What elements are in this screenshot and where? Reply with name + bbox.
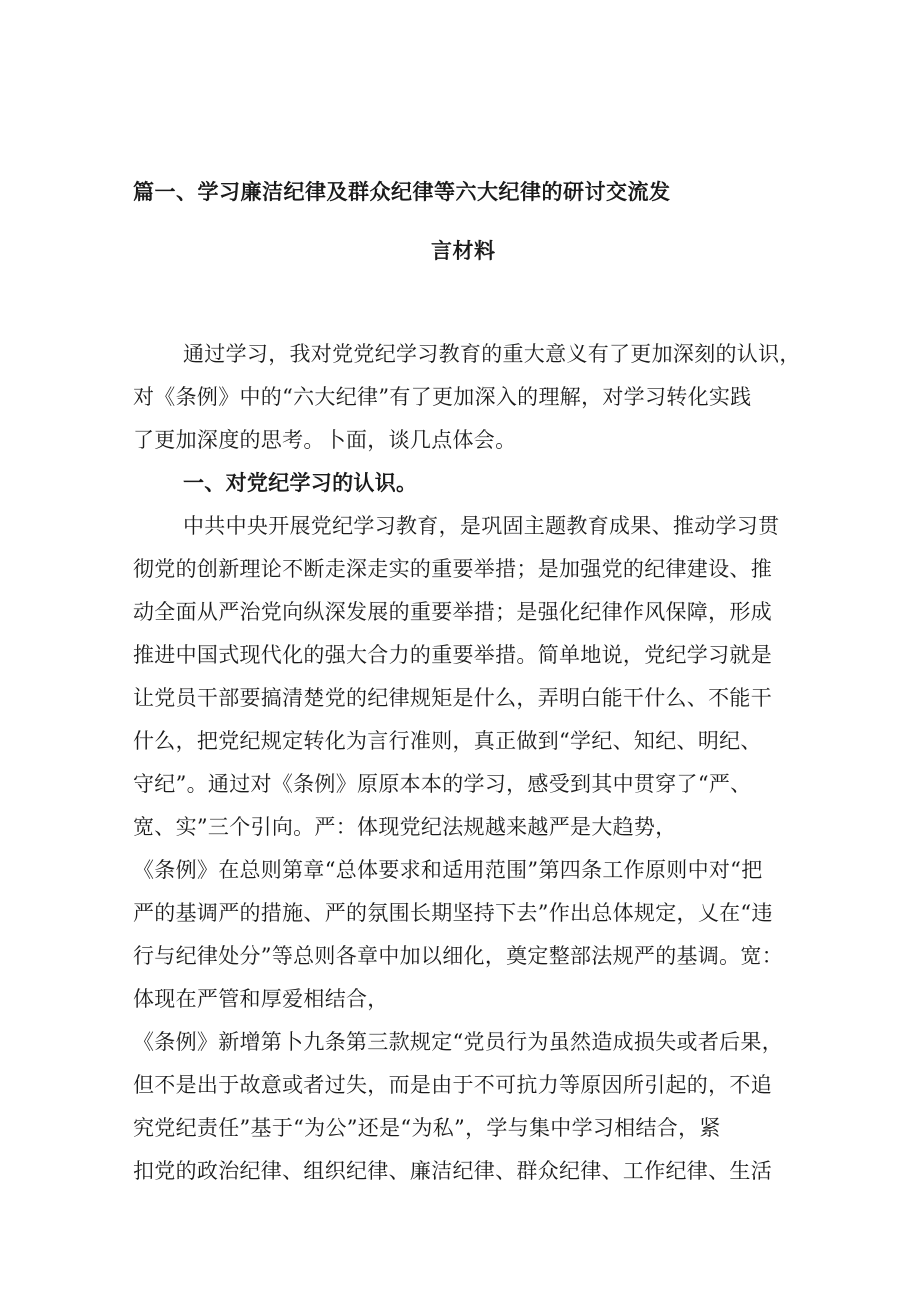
document-title-line-1: 篇一、学习廉洁纪律及群众纪律等六大纪律的研讨交流发 — [133, 180, 671, 204]
paragraph-line: 宽、实”三个引向。严：体现党纪法规越来越严是大趋势， — [133, 815, 677, 839]
paragraph-line: 中共中央开展党纪学习教育，是巩固主题教育成果、推动学习贯 — [183, 514, 780, 538]
paragraph-line: 体现在严管和厚爱相结合， — [133, 987, 389, 1011]
paragraph-line: 动全面从严治党向纵深发展的重要举措；是强化纪律作风保障，形成 — [133, 600, 772, 624]
paragraph-line: 对《条例》中的“六大纪律”有了更加深入的理解，对学习转化实践 — [133, 385, 752, 409]
document-title-line-2: 言材料 — [431, 239, 496, 263]
paragraph-line: 扣党的政治纪律、组织纪律、廉洁纪律、群众纪律、工作纪律、生活 — [133, 1159, 772, 1183]
paragraph-line: 究党纪责任”基于“为公”还是“为私”，学与集中学习相结合，紧 — [133, 1116, 721, 1140]
paragraph-line: 彻党的创新理论不断走深走实的重要举措；是加强党的纪律建设、推 — [133, 557, 772, 581]
paragraph-line: 《条例》新增第卜九条第三款规定“党员行为虽然造成损失或者后果， — [133, 1030, 784, 1054]
paragraph-line: 守纪”。通过对《条例》原原本本的学习，感受到其中贯穿了“严、 — [133, 772, 752, 796]
paragraph-line: 《条例》在总则第章“总体要求和适用范围”第四条工作原则中对“把 — [133, 858, 763, 882]
paragraph-line: 行与纪律处分”等总则各章中加以细化，奠定整部法规严的基调。宽： — [133, 944, 784, 968]
paragraph-line: 严的基调严的措施、严的氛围长期坚持下去”作出总体规定，乂在“违 — [133, 901, 773, 925]
paragraph-line: 什么，把党纪规定转化为言行准则，真正做到“学纪、知纪、明纪、 — [133, 729, 762, 753]
paragraph-line: 但不是出于故意或者过失，而是由于不可抗力等原因所引起的，不追 — [133, 1073, 772, 1097]
paragraph-line: 了更加深度的思考。卜面，谈几点体会。 — [133, 428, 517, 452]
paragraph-line: 通过学习，我对党党纪学习教育的重大意义有了更加深刻的认识， — [183, 342, 801, 366]
paragraph-line: 推进中国式现代化的强大合力的重要举措。简单地说，党纪学习就是 — [133, 643, 772, 667]
section-heading: 一、对党纪学习的认识。 — [183, 471, 418, 495]
paragraph-line: 让党员干部要搞清楚党的纪律规矩是什么，弄明白能干什么、不能干 — [133, 686, 772, 710]
